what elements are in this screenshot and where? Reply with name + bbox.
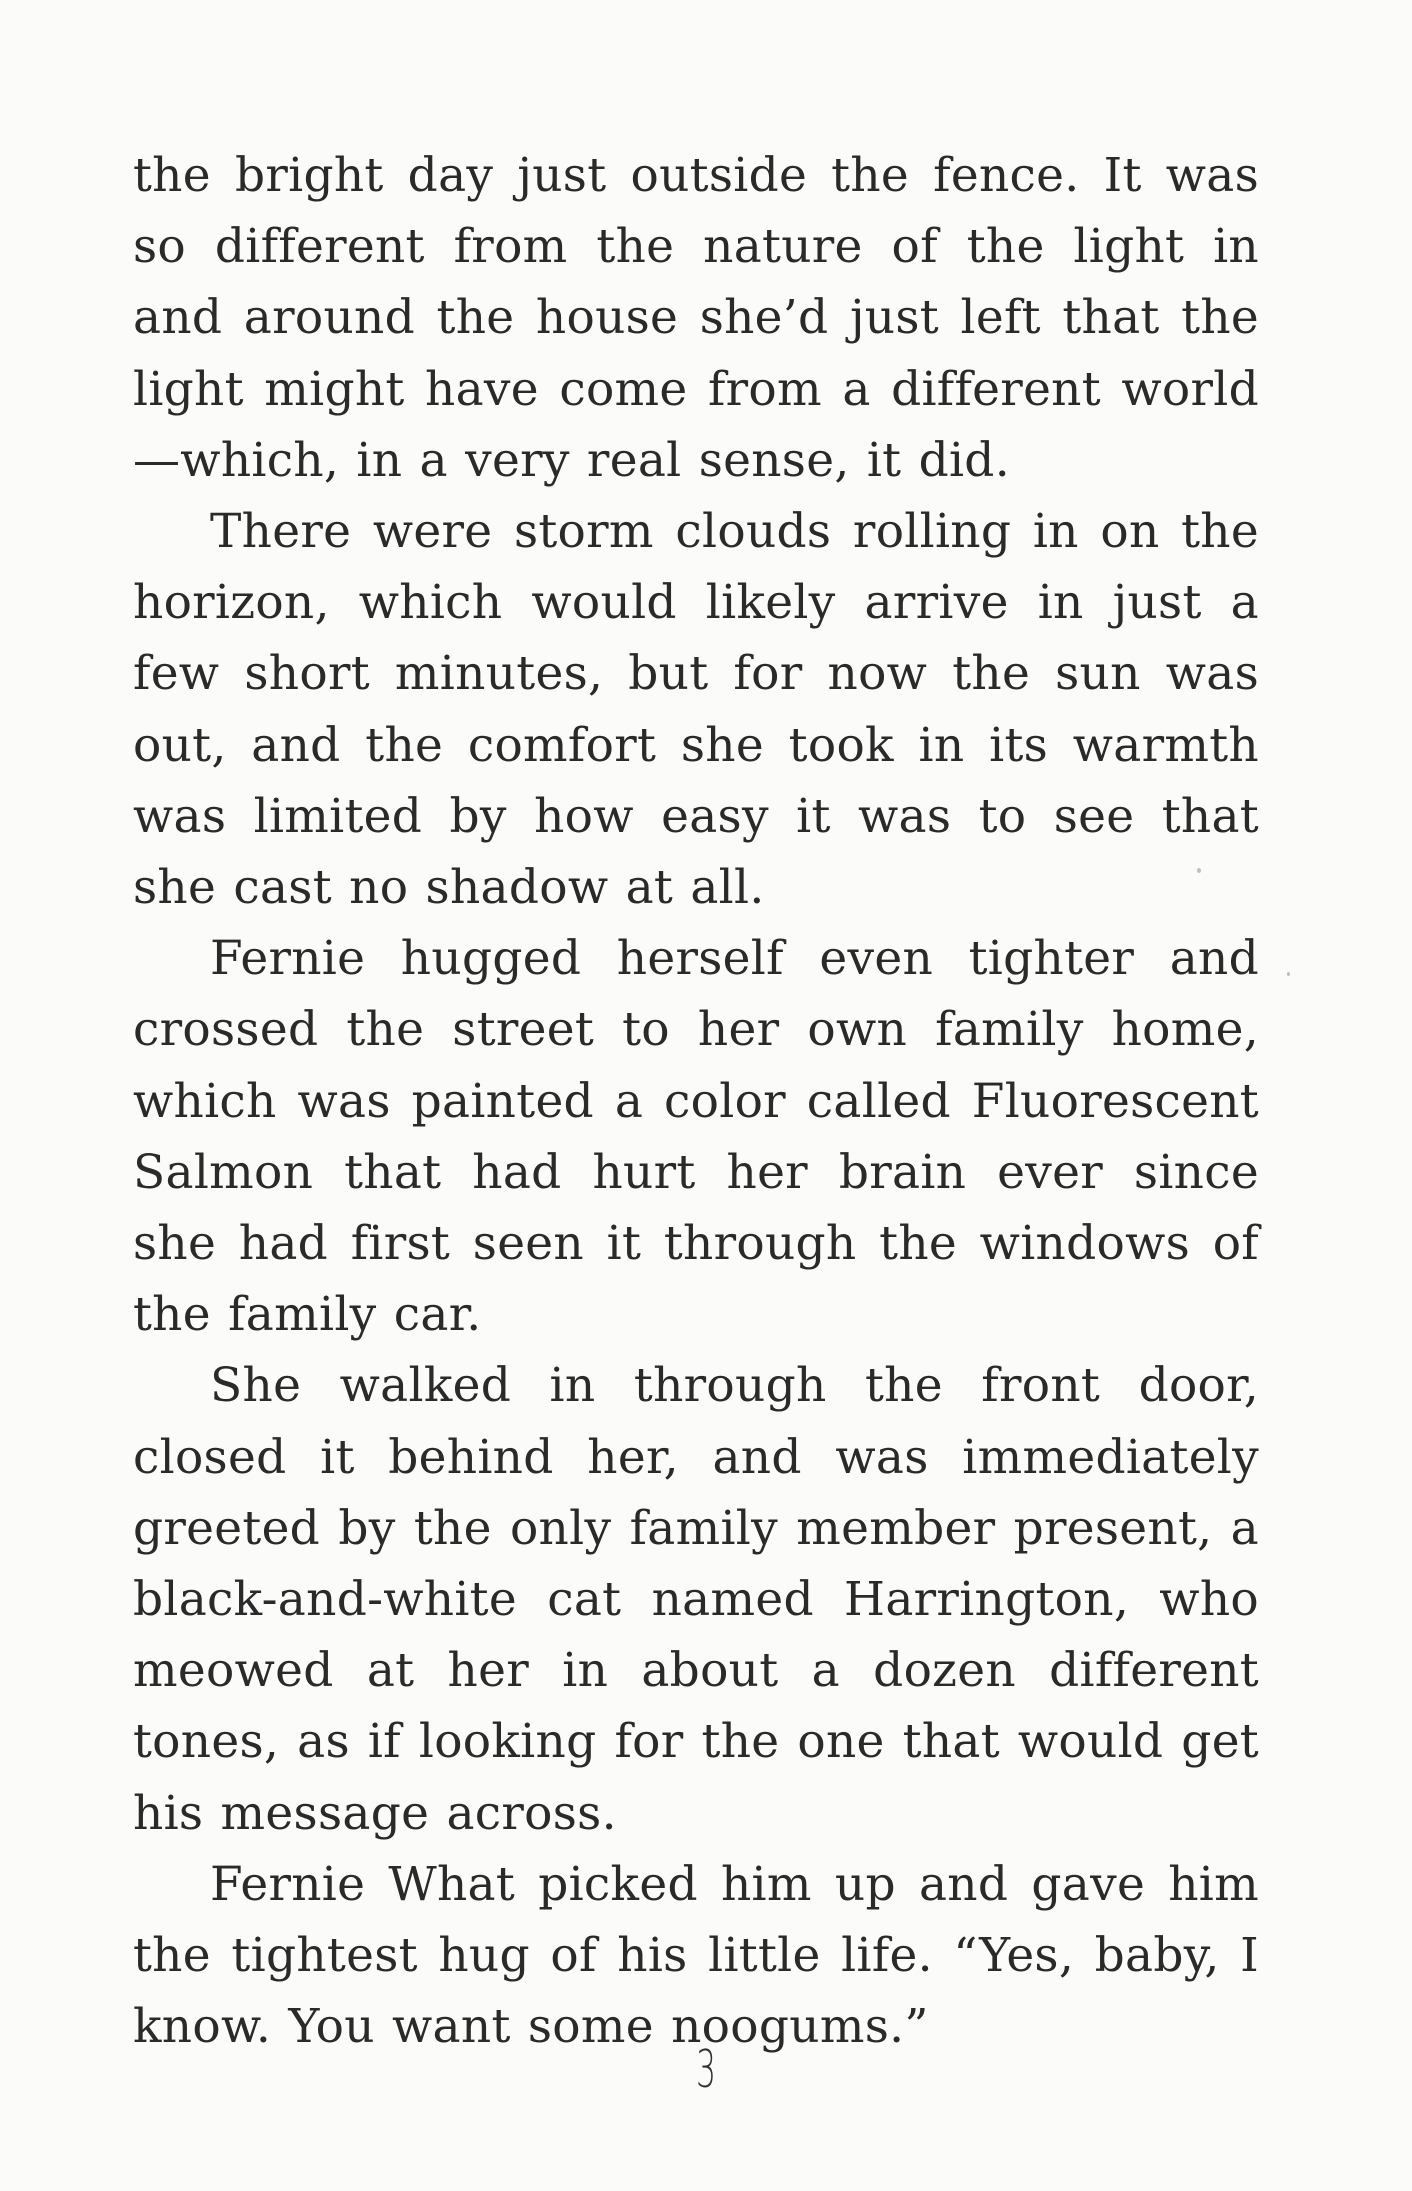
scan-speck — [1197, 868, 1201, 873]
paragraph-5: Fernie What picked him up and gave him the tightest hug of his little life. “Yes, baby, I know. You want some noogums.” — [133, 1856, 1259, 2055]
scan-speck — [1287, 972, 1290, 976]
paragraph-3: Fernie hugged herself even tighter and crossed the street to her own family home, which was painted a color called Fluorescent Salmon that had hurt her brain ever since she had first seen it through the windows of the family car. — [133, 931, 1259, 1343]
page-number: 3 — [696, 2040, 716, 2100]
paragraph-4: She walked in through the front door, closed it behind her, and was immediately greeted by the only family member present, a black-and-white cat named Harrington, who meowed at her in about a dozen different tones, as if looking for the one that would get his message across. — [133, 1358, 1259, 1841]
page-body — [133, 140, 1259, 2062]
paragraph-2: There were storm clouds rolling in on the horizon, which would likely arrive in just a few short minutes, but for now the sun was out, and the comfort she took in its warmth was limited by how easy it was to see that she cast no shadow at all. — [133, 504, 1259, 916]
paragraph-1: the bright day just outside the fence. It was so different from the nature of the light in and around the house she’d just left that the light might have come from a different world—which, in a very real sense, it did. — [133, 148, 1259, 488]
